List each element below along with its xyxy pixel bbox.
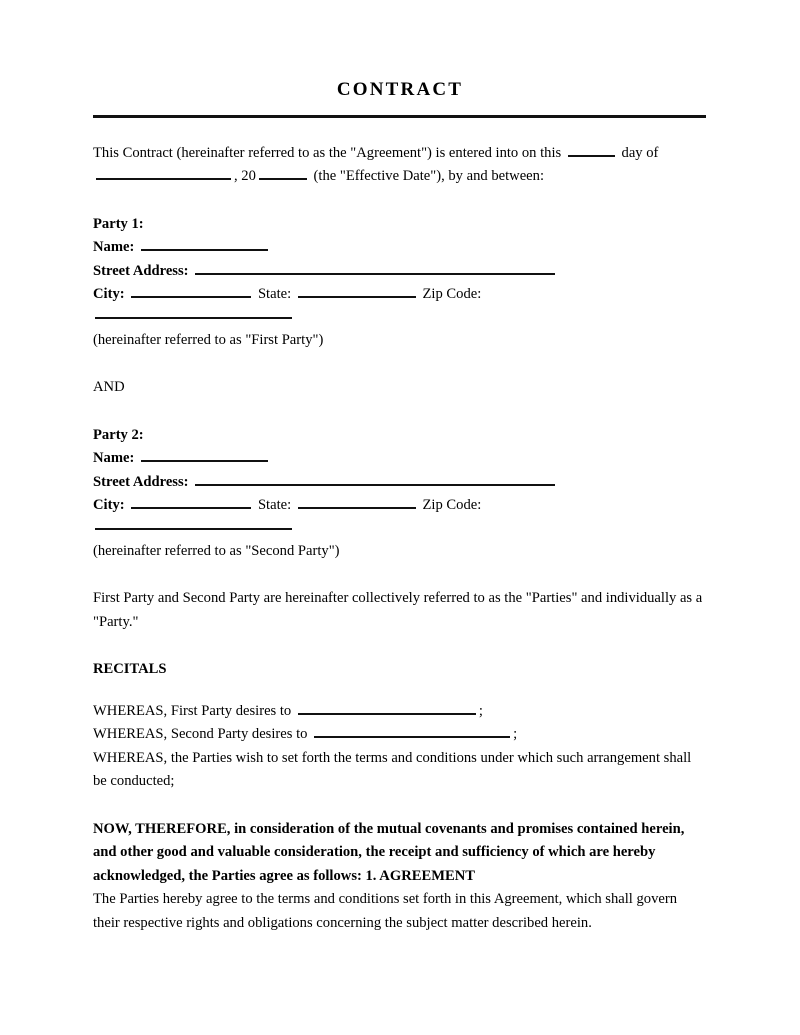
party2-name-row — [93, 447, 707, 471]
party1-heading: Party 1: — [93, 215, 144, 232]
month-blank[interactable] — [96, 168, 231, 181]
party2-street-label: Street Address: — [93, 473, 189, 490]
document-content — [93, 0, 707, 935]
party2-heading: Party 2: — [93, 426, 144, 443]
agreement-body-paragraph: The Parties hereby agree to the terms and conditions set forth in this Agreement, which shall govern their respective rights and obligations concerning the subject matter described herein. — [93, 891, 677, 931]
whereas-first-party-semicolon: ; — [478, 702, 483, 719]
party1-name-row — [93, 236, 707, 260]
whereas-second-party-row — [93, 723, 707, 747]
intro-line2-suffix: (the "Effective Date"), by and between: — [313, 168, 544, 185]
page-title: CONTRACT — [336, 79, 464, 100]
party1-state-label: State: — [257, 286, 292, 303]
party1-name-label: Name: — [93, 239, 135, 256]
party2-footnote: (hereinafter referred to as "Second Party") — [93, 542, 340, 559]
intro-paragraph — [93, 142, 707, 166]
party1-street-label: Street Address: — [93, 262, 189, 279]
party1-city-row — [93, 283, 707, 307]
party2-city-label: City: — [93, 497, 125, 514]
party1-footnote: (hereinafter referred to as "First Party") — [93, 331, 324, 348]
party2-name-label: Name: — [93, 450, 135, 467]
intro-line1-suffix: day of — [621, 144, 659, 161]
whereas-second-party-semicolon: ; — [513, 726, 518, 743]
whereas-terms-paragraph: WHEREAS, the Parties wish to set forth the terms and conditions under which such arrangement shall be conducted; — [93, 749, 692, 790]
party1-street-row — [93, 260, 707, 284]
whereas-second-party-text: WHEREAS, Second Party desires to — [93, 726, 308, 743]
party2-state-blank[interactable] — [298, 497, 416, 510]
whereas-first-party-row — [93, 700, 707, 724]
whereas-first-party-blank[interactable] — [298, 702, 476, 715]
intro-paragraph-line2 — [93, 165, 707, 189]
year-blank[interactable] — [259, 168, 307, 181]
party2-zip-label: Zip Code: — [422, 497, 482, 514]
party2-city-blank[interactable] — [131, 497, 251, 510]
now-therefore-paragraph: NOW, THEREFORE, in consideration of the mutual covenants and promises contained herein, and other good and valuable consideration, the receipt and sufficiency of which are hereby acknowledged, the Parties agree as follows: 1. AGREEMENT — [93, 820, 685, 884]
party1-zip-label: Zip Code: — [422, 286, 482, 303]
party1-city-label: City: — [93, 286, 125, 303]
party2-state-label: State: — [257, 497, 292, 514]
party2-zip-row — [93, 518, 707, 530]
party2-street-row — [93, 471, 707, 495]
party2-name-blank[interactable] — [141, 450, 268, 463]
party1-street-blank[interactable] — [195, 262, 555, 275]
intro-line1-text: This Contract (hereinafter referred to as the "Agreement") is entered into on this — [93, 144, 562, 161]
whereas-second-party-blank[interactable] — [314, 726, 510, 739]
party1-zip-row — [93, 307, 707, 319]
party1-name-blank[interactable] — [141, 239, 268, 252]
parties-definition-paragraph: First Party and Second Party are hereinafter collectively referred to as the "Parties" and individually as a "Party." — [93, 590, 703, 630]
recitals-heading: RECITALS — [93, 661, 167, 678]
intro-year-prefix: , 20 — [234, 168, 256, 185]
conjunction-and: AND — [93, 379, 125, 396]
party2-city-row — [93, 494, 707, 518]
party1-city-blank[interactable] — [131, 286, 251, 299]
whereas-first-party-text: WHEREAS, First Party desires to — [93, 702, 292, 719]
party2-street-blank[interactable] — [195, 473, 555, 486]
party1-state-blank[interactable] — [298, 286, 416, 299]
day-blank[interactable] — [568, 144, 615, 157]
